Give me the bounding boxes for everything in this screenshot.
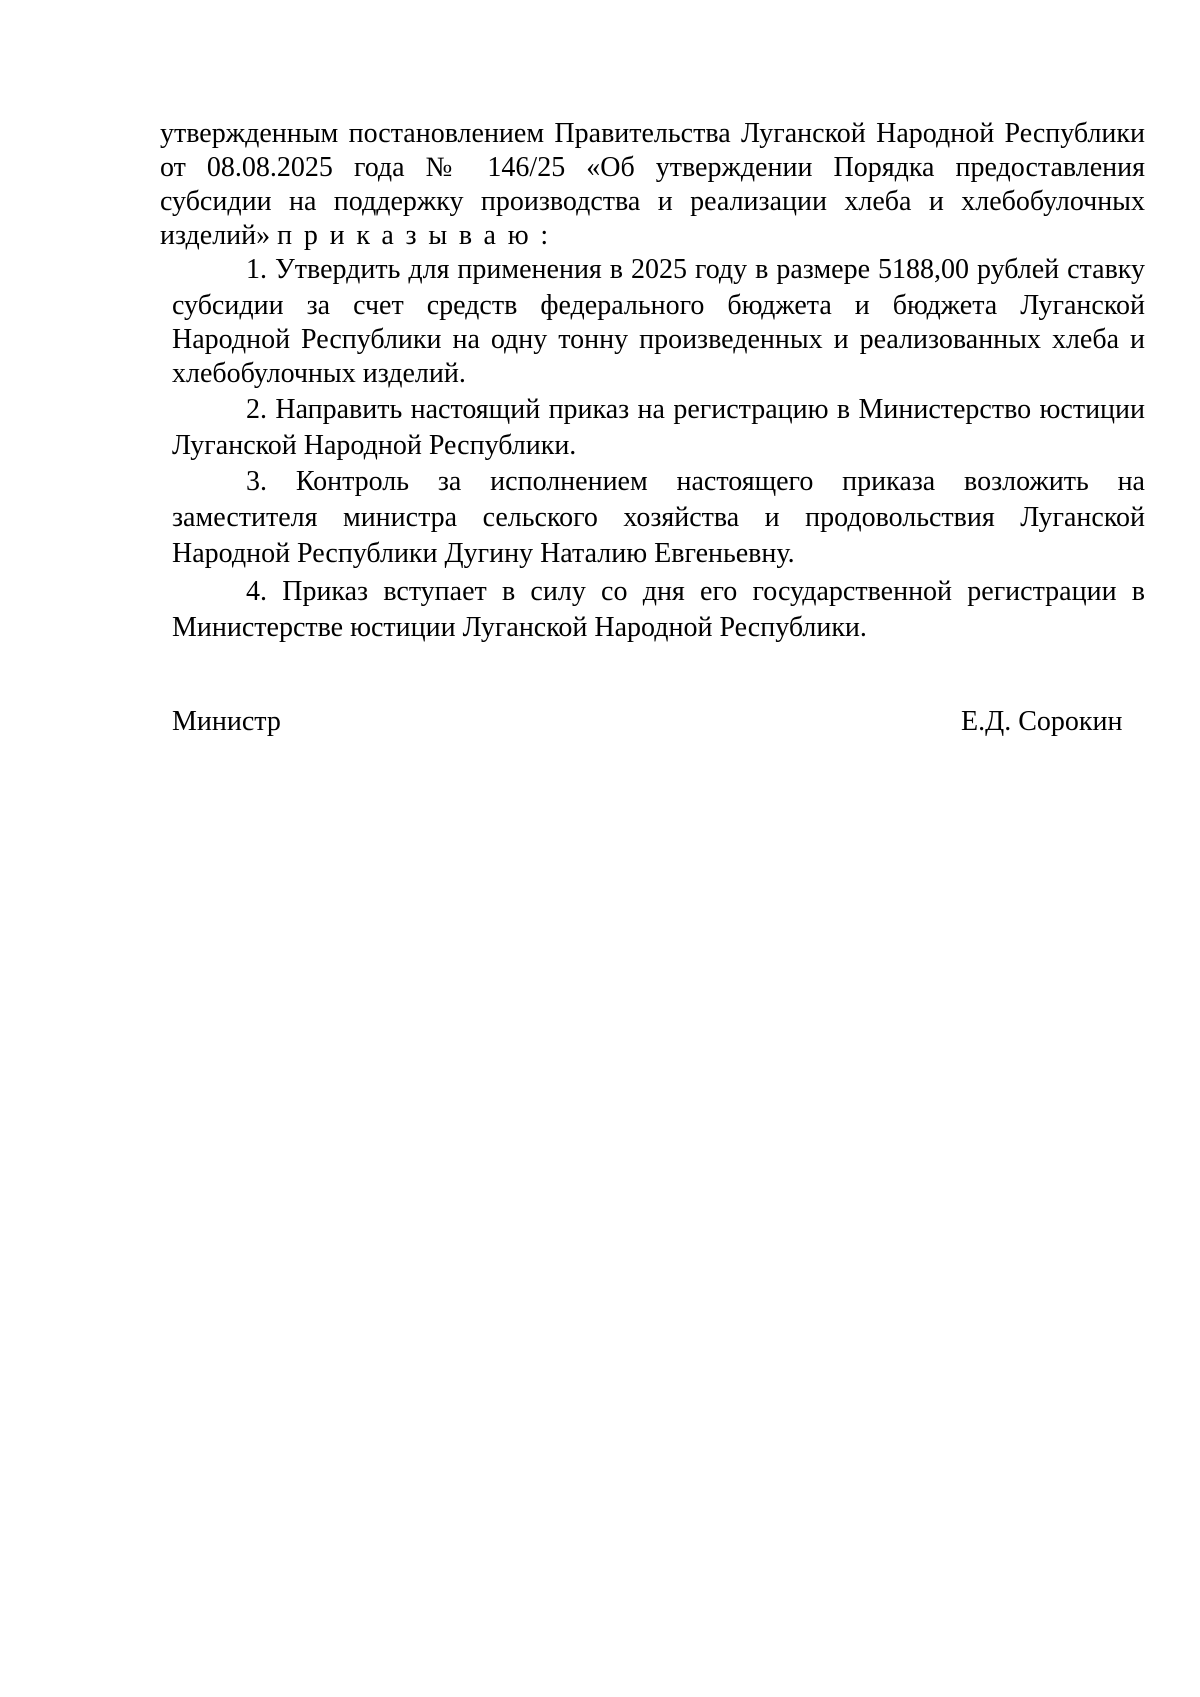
item-3-line-1: 3. Контроль за исполнением настоящего приказа возложить на — [246, 466, 1145, 497]
item-1-line-4: хлебобулочных изделий. — [172, 358, 466, 389]
signature-position: Министр — [172, 706, 281, 737]
item-3-line-2: заместителя министра сельского хозяйства и продовольствия Луганской — [172, 502, 1145, 533]
item-4-line-1: 4. Приказ вступает в силу со дня его государственной регистрации в — [246, 576, 1145, 607]
item-4-line-2: Министерстве юстиции Луганской Народной Республики. — [172, 612, 867, 643]
order-word: приказываю: — [277, 220, 560, 251]
item-2-line-2: Луганской Народной Республики. — [172, 430, 577, 461]
intro-line-1: утвержденным постановлением Правительства Луганской Народной Республики — [160, 118, 1145, 149]
item-1-line-3: Народной Республики на одну тонну произведенных и реализованных хлеба и — [172, 324, 1145, 355]
intro-line-3: субсидии на поддержку производства и реализации хлеба и хлебобулочных — [160, 186, 1145, 217]
intro-line-4-text: изделий» — [160, 220, 271, 251]
item-2-line-1: 2. Направить настоящий приказ на регистрацию в Министерство юстиции — [246, 394, 1145, 425]
item-1-line-1: 1. Утвердить для применения в 2025 году в размере 5188,00 рублей ставку — [246, 254, 1145, 285]
intro-line-4 — [160, 218, 560, 254]
item-3-line-3: Народной Республики Дугину Наталию Евгеньевну. — [172, 538, 795, 569]
intro-line-2: от 08.08.2025 года № 146/25 «Об утверждении Порядка предоставления — [160, 152, 1145, 183]
item-1-line-2: субсидии за счет средств федерального бюджета и бюджета Луганской — [172, 290, 1145, 321]
signature-name: Е.Д. Сорокин — [961, 706, 1123, 737]
